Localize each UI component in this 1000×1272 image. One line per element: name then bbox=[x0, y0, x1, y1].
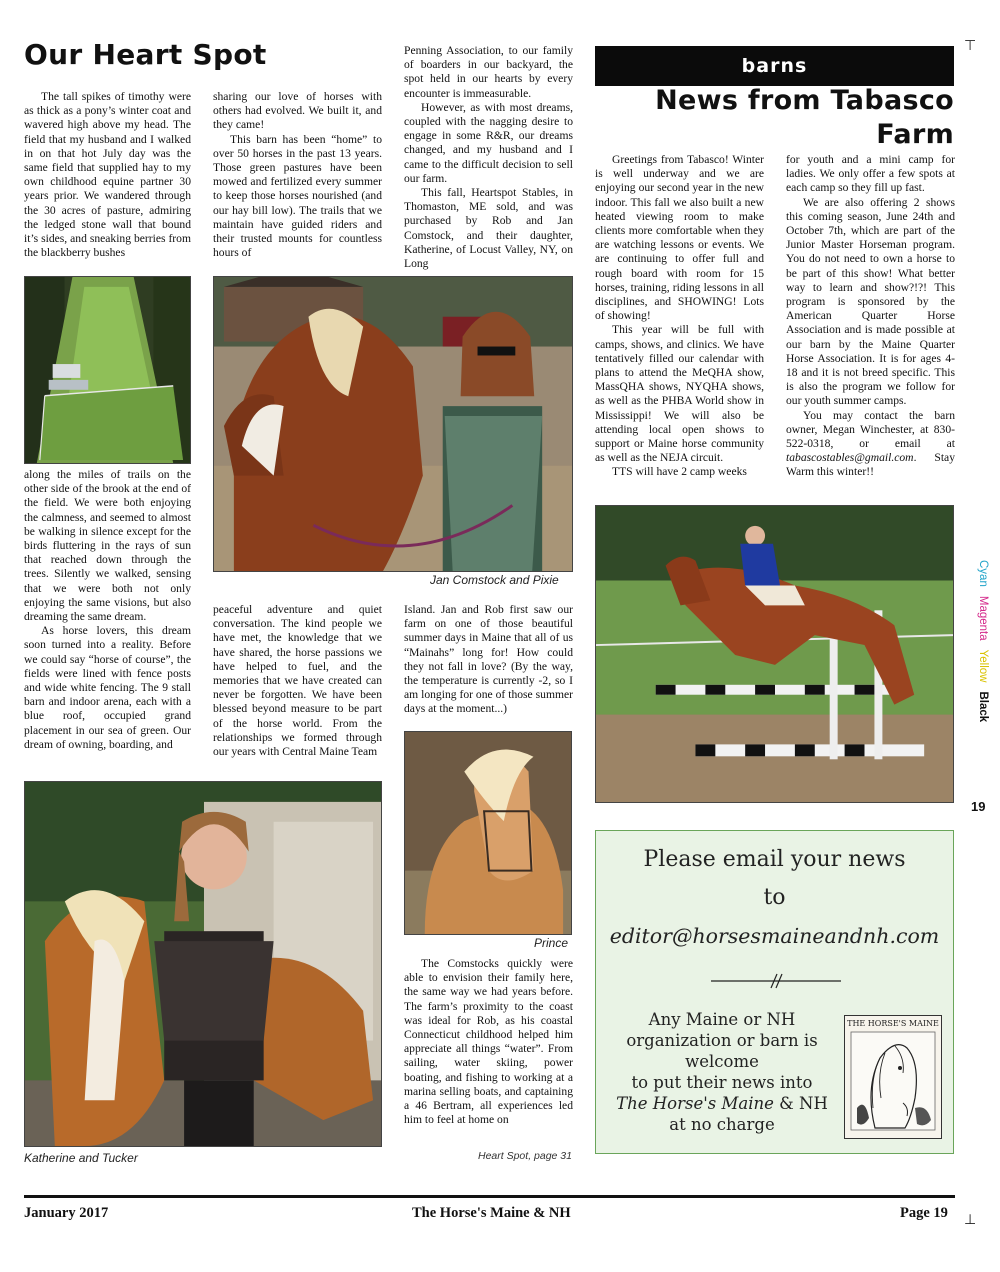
cmyk-black: Black bbox=[977, 691, 989, 723]
paragraph: The Comstocks quickly were able to envision their family here, the same way we had years before. The farm’s proximity to the coast was ideal for Rob, as his coastal Connecticut childhood helped him appreciate all things “water”. From sailing, water skiing, power boating, and fishing to working at a marina selling boats, and captaining a 46 Bertram, all experiences led him to feel at home on bbox=[404, 957, 573, 1127]
headline-line: News from Tabasco bbox=[655, 85, 954, 116]
article-column-1-bottom bbox=[24, 468, 191, 770]
paragraph: We are also offering 2 shows this coming season, June 24th and October 7th, which are part of the Junior Master Horseman program. You do not need to own a horse to be part of this show! What better way to learn and show?!?! This program is sponsored by the American Quarter Horse Association and is made possible at our barn by the Maine Quarter Horse Association. It is for ages 4-18 and it is not breed specific. This is also the program we follow for our youth summer camps. bbox=[786, 195, 955, 408]
paragraph: along the miles of trails on the other side of the brook at the end of the field. We were both enjoying the calmness, and seemed to almost be walking in silence except for the birds fluttering in the rays of sun that reached down through the trees. Silently we walked, sensing that we were both not only enjoying the same visions, but also dreaming the same dream. bbox=[24, 468, 191, 624]
paragraph: sharing our love of horses with others had evolved. We built it, and they came! bbox=[213, 90, 382, 132]
paragraph: This fall, Heartspot Stables, in Thomaston, ME sold, and was purchased by Rob and Jan Comstock, and their daughter, Katherine, of Locust Valley, NY, on Long bbox=[404, 186, 573, 271]
cmyk-yellow: Yellow bbox=[977, 649, 989, 683]
prince-photo bbox=[404, 731, 572, 935]
article-column-2-top bbox=[213, 90, 382, 274]
paragraph: for youth and a mini camp for ladies. We only offer a few spots at each camp so they fill up fast. bbox=[786, 153, 955, 195]
cmyk-cyan: Cyan bbox=[977, 560, 989, 587]
jan-and-pixie-photo bbox=[213, 276, 573, 572]
paragraph: TTS will have 2 camp weeks bbox=[612, 465, 747, 479]
paragraph: The tall spikes of timothy were as thick as a pony’s winter coat and wavered high above my head. The field that my husband and I walked in on that hot July day was the same field that supplied hay to my own childhood equine partner 30 years prior. We wandered through the 30 acres of pasture, admiring the ledged stone wall that bound it’s sides, and sneaking berries from the blackberry bushes bbox=[24, 90, 191, 260]
ad-body-line: organization or barn is bbox=[626, 1031, 818, 1050]
paragraph: Penning Association, to our family of boarders in our backyard, the spot held in our hearts by every encounter is immeasurable. bbox=[404, 44, 573, 100]
ad-headline: Please email your news bbox=[643, 847, 906, 872]
contact-email: tabascostables@gmail.com bbox=[786, 451, 914, 465]
ad-publication-name: The Horse's Maine bbox=[616, 1094, 774, 1113]
footer-rule bbox=[24, 1195, 955, 1198]
margin-page-number: 19 bbox=[971, 799, 986, 814]
crop-mark-bottom: ⊥ bbox=[964, 1212, 977, 1228]
ad-email-address[interactable]: editor@horsesmaineandnh.com bbox=[609, 924, 940, 948]
katherine-and-tucker-photo bbox=[24, 781, 382, 1147]
horses-maine-logo bbox=[844, 1015, 942, 1139]
headline-line: Farm bbox=[876, 119, 954, 150]
ad-body-line: at no charge bbox=[669, 1115, 775, 1134]
contact-text-end: . Stay Warm this winter!! bbox=[786, 451, 955, 479]
logo-title: THE HORSE'S MAINE bbox=[847, 1019, 939, 1028]
photo-caption-katherine: Katherine and Tucker bbox=[24, 1151, 138, 1165]
section-banner: barns bbox=[595, 46, 954, 86]
ad-to: to bbox=[763, 885, 786, 910]
paragraph bbox=[786, 409, 955, 480]
article-headline-tabasco bbox=[595, 84, 954, 152]
ad-body-line: Any Maine or NH bbox=[648, 1010, 796, 1029]
photo-caption-jan: Jan Comstock and Pixie bbox=[430, 573, 559, 587]
news-submission-ad bbox=[595, 830, 954, 1154]
cmyk-registration-label bbox=[973, 560, 993, 730]
crop-mark-top: ⊤ bbox=[964, 38, 977, 54]
ad-body-line: to put their news into bbox=[631, 1073, 813, 1092]
horse-jumping-photo bbox=[595, 505, 954, 803]
ad-body-line: welcome bbox=[685, 1052, 759, 1071]
article-column-3-middle bbox=[404, 603, 573, 728]
paragraph: Greetings from Tabasco! Winter is well underway and we are enjoying our second year in the new indoor. This fall we also built a new heated viewing room to make clients more comfortable when they are watching lessons or events. We are continuing to offer full and rough board with room for 15 horses, training, riding lessons in all disciplines, and SHOWING! Lots of showing! bbox=[595, 153, 764, 323]
footer-date: January 2017 bbox=[24, 1205, 109, 1221]
jump-line: Heart Spot, page 31 bbox=[478, 1150, 572, 1162]
paragraph: This year will be full with camps, shows, and clinics. We have tentatively filled our calendar with plans to attend the MeQHA show, MassQHA shows, NYQHA shows, as well as the PHBA World show in Mississippi! We will also be attending local open shows to support or Maine horse community as well as the NEJA circuit. bbox=[595, 323, 764, 465]
ad-body-text bbox=[602, 1009, 842, 1135]
aerial-farm-photo bbox=[24, 276, 191, 464]
cmyk-magenta: Magenta bbox=[977, 595, 989, 641]
paragraph: As horse lovers, this dream soon turned into a reality. Before we could say “horse of course”, the fields were lined with fence posts and wide white fencing. The 9 stall barn and indoor arena, each with a blue roof, occupied grand placement in our sea of green. Our dream of owning, boarding, and bbox=[24, 624, 191, 751]
tabasco-column-1 bbox=[595, 153, 764, 503]
paragraph: This barn has been “home” to over 50 horses in the past 13 years. Those green pastures have been mowed and fertilized every summer to keep those horses nourished (and our hay bill low). The trails that we maintain have guided riders and their trusted mounts for countless hours of bbox=[213, 132, 382, 260]
ad-publication-suffix: & NH bbox=[773, 1094, 828, 1113]
article-headline: Our Heart Spot bbox=[24, 38, 267, 71]
article-column-3-bottom bbox=[404, 957, 573, 1141]
ad-divider-icon bbox=[711, 971, 841, 991]
article-column-2-bottom bbox=[213, 603, 382, 773]
paragraph: Island. Jan and Rob first saw our farm on one of those beautiful summer days in Maine that all of us “Mainahs” long for! How could they not fall in love? (By the way, the temperature is currently -2, so I am longing for one of those summer days at the moment...) bbox=[404, 603, 573, 716]
paragraph: peaceful adventure and quiet conversation. The kind people we have met, the knowledge that we have shared, the horse passions we have helped to fuel, and the memories that we have created can never be forgotten. We have been blessed beyond measure to be part of the horse world. From the relationships we formed through our years with Central Maine Team bbox=[213, 603, 382, 759]
tabasco-column-2 bbox=[786, 153, 955, 503]
paragraph: However, as with most dreams, coupled with the nagging desire to engage in some R&R, our dreams changed, and my husband and I came to the difficult decision to sell our farm. bbox=[404, 100, 573, 185]
horse-head-illustration-icon bbox=[845, 1028, 941, 1136]
photo-caption-prince: Prince bbox=[534, 936, 569, 950]
footer-publication: The Horse's Maine & NH bbox=[412, 1205, 571, 1221]
footer-page-number: Page 19 bbox=[900, 1205, 948, 1221]
ad-body-line bbox=[602, 1093, 842, 1114]
contact-text: You may contact the barn owner, Megan Winchester, at 830-522-0318, or email at bbox=[786, 408, 955, 451]
article-column-1-top bbox=[24, 90, 191, 274]
article-column-3-top bbox=[404, 44, 573, 274]
